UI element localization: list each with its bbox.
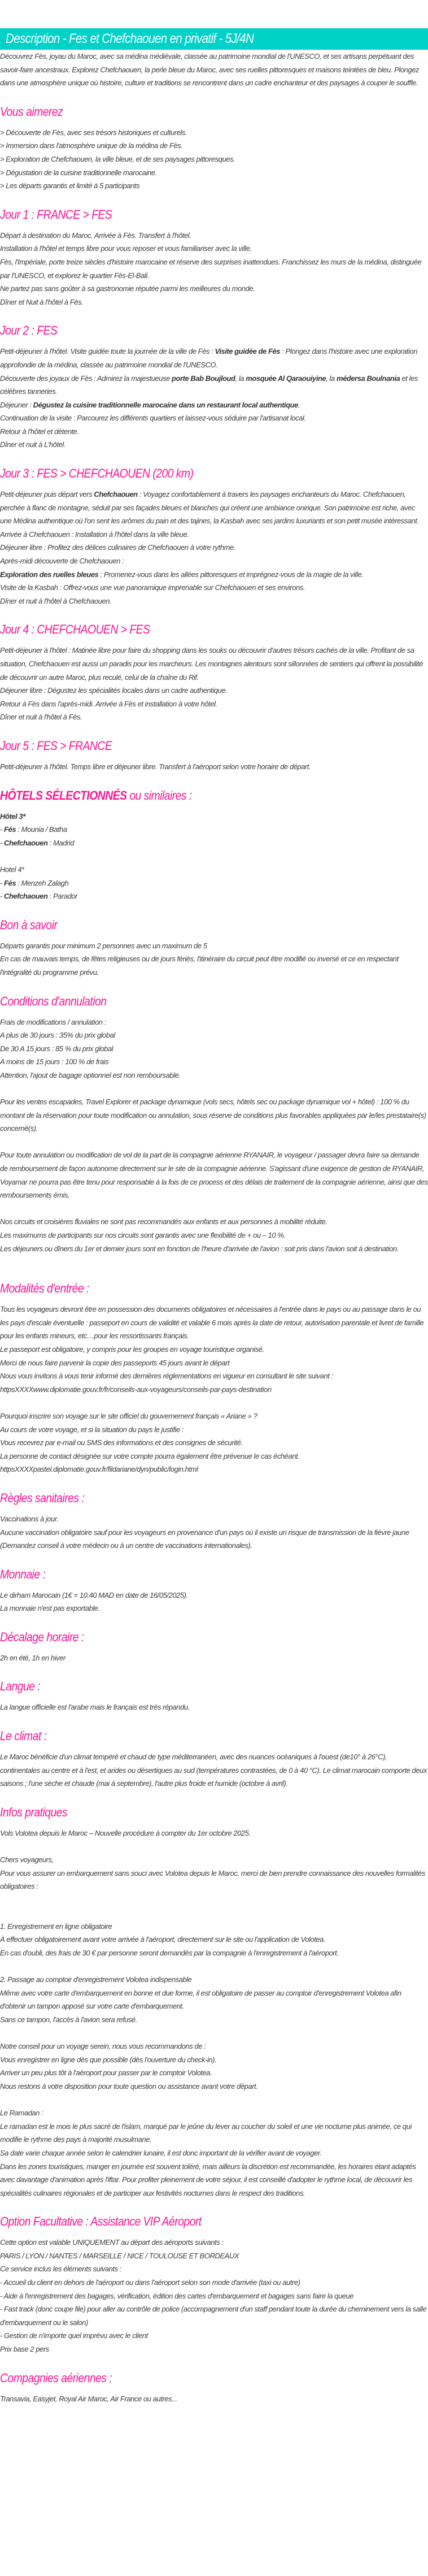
page-title: Description - Fes et Chefchaouen en privatif - 5J/4N — [6, 31, 254, 46]
info-line: Vous enregistrer en ligne dès que possible (dès l'ouverture du check-in). — [0, 2055, 217, 2064]
itinerary-line: Continuation de la visite : Parcourez les différents quartiers et laissez-vous séduire par l'artisanat local. — [0, 414, 306, 423]
text: , la — [326, 374, 337, 383]
city-label: Chefchaouen — [4, 892, 48, 901]
info-line: Départs garantis pour minimum 2 personnes avec un maximum de 5 — [0, 941, 207, 950]
highlight-text: Dégustez la cuisine traditionnelle marocaine dans un restaurant local authentique — [33, 400, 298, 409]
info-line: La monnaie n'est pas exportable. — [0, 1604, 100, 1613]
info-line: Tous les voyageurs devront être en possession des documents obligatoires et nécessaires à l'entrée dans le pays ou au passage dans le ou les pays d'escale éventuelle : passeport en cours de validité et valable 6 mois après la date de retour, autorisation parentale et livret de famille pour les enfants mineurs, etc…pour les ressortissants français. — [0, 1305, 424, 1341]
intro-paragraph: Découvrez Fès, joyau du Maroc, avec sa médina médiévale, classée au patrimoine mondial de l'UNESCO, et ses artisans perpétuant des savoir-faire ancestraux. Explorez Chefchaouen, la perle bleue du Maroc, avec ses ruelles pittoresques et maisons teintées de bleu. Plongez dans une atmosphère unique où histoire, culture et traditions se rencontrent dans un cadre enchanteur et des paysages à couper le souffle. — [0, 52, 419, 88]
itinerary-line: Fès, l'Impériale, porte treize siècles d'histoire marocaine et réserve des surprises inattendues. Franchissez les murs de la médina, distinguée par l'UNESCO, et explorez le quartier Fès-El-Bali. — [0, 257, 422, 280]
section-title-hotels — [0, 788, 377, 803]
itinerary-line: Déjeuner libre : Dégustez les spécialités locales dans un cadre authentique. — [0, 686, 228, 695]
text: Déjeuner : — [0, 400, 33, 409]
hotel-item: - Fés : Menzeh Zalagh — [0, 878, 69, 887]
section-title-jour-4: Jour 4 : CHEFCHAOUEN > FES — [0, 622, 150, 637]
text: : Plongez dans l'histoire avec une exploration approfondie de la médina, classée au patrimoine mondial de l'UNESCO. — [0, 347, 417, 369]
info-line: - Accueil du client en dehors de l'aéroport ou dans l'aéroport selon son mode d'arrivée (taxi ou autre) — [0, 2278, 300, 2287]
highlights-list — [0, 126, 428, 193]
itinerary-line: Après-midi découverte de Chefchaouen : — [0, 557, 124, 566]
info-line: Attention, l'ajout de bagage optionnel est non remboursable. — [0, 1070, 181, 1079]
section-title-monnaie: Monnaie : — [0, 1567, 46, 1581]
info-line: Les maximums de participants sur nos circuits sont garantis avec une flexibilité de + ou – 10 %. — [0, 1231, 286, 1239]
hotel-name: : Madrid — [47, 838, 74, 847]
hotel-name: : Parador — [47, 892, 78, 901]
category-label: Hôtel 3* — [0, 812, 25, 821]
info-line: Notre conseil pour un voyage serein, nous vous recommandons de : — [0, 2042, 206, 2051]
section-title-compagnies: Compagnies aériennes : — [0, 2370, 112, 2385]
day-4-itinerary — [0, 644, 428, 724]
info-line: Vous recevrez par e-mail ou SMS des informations et des consignes de sécurité. — [0, 1438, 243, 1447]
info-line: Pour toute annulation ou modification de vol de la part de la compagnie aérienne RYANAIR, le voyageur / passager devra faire sa demande de remboursement de façon autonome directement sur le site de la compagnie aérienne. S'agissant d'une exigence de gestion de RYANAIR, Voyamar ne pourra pas être tenu pour responsable à la fois de ce process et des délais de traitement de la compagnie aérienne, ainsi que des remboursements émis. — [0, 1151, 428, 1200]
itinerary-line: Retour à l'hôtel et détente. — [0, 427, 79, 436]
itinerary-line: Petit-déjeuner à l'hôtel : Matinée libre pour faire du shopping dans les souks ou découvrir d'autres trésors cachés de la ville. Profitant de sa situation, Chefchaouen est aussi un paradis pour les marcheurs. Les montagnes alentours sont sillonnées de sentiers qui offrent la possibilité de découvrir un autre Maroc, plus reculé, celui de la chaîne du Rif. — [0, 646, 423, 682]
info-line: Transavia, Easyjet, Royal Air Maroc, Air France ou autres... — [0, 2394, 177, 2403]
spacer — [0, 1082, 428, 1095]
description-content — [0, 50, 428, 2405]
hotel-name: : Mounia / Batha — [16, 825, 67, 834]
page — [0, 28, 428, 2411]
section-title-bon-a-savoir: Bon à savoir — [0, 917, 58, 932]
info-line: Le passeport est obligatoire, y compris pour les groupes en voyage touristique organisé. — [0, 1345, 264, 1354]
day-1-itinerary — [0, 229, 428, 309]
highlight-item: > Immersion dans l'atmosphère unique de la médina de Fès. — [0, 141, 183, 150]
text: : Voyagez confortablement à travers les paysages enchanteurs du Maroc. Chefchaouen, perchée à flanc de montagne, séduit par ses façades bleues et blanches qui créent une ambiance onirique. Son patrimoine est riche, avec une Médina authentique où l'on sent les arômes du pain et des tajines, la Kasbah avec ses jardins luxuriants et son petit musée intéressant. Arrivée à Chefchaouen : Installation à l'hôtel dans la ville bleue. — [0, 490, 419, 539]
hotels-list — [0, 810, 428, 903]
section-title-climat: Le climat : — [0, 1729, 47, 1744]
highlight-item: > Découverte de Fès, avec ses trésors historiques et culturels. — [0, 128, 187, 137]
itinerary-line: Visite de la Kasbah : Offrez-vous une vue panoramique imprenable sur Chefchaouen et ses environs. — [0, 583, 305, 592]
spacer — [0, 1960, 428, 1974]
info-line: Les déjeuners ou dîners du 1er et dernier jours sont en fonction de l'heure d'arrivée de l'avion : soit pris dans l'avion soit à destination. — [0, 1244, 399, 1253]
info-line: Dans les zones touristiques, manger en journée est souvent toléré, mais ailleurs la discrétion est recommandée, les horaires étant adaptés avec davantage d'animation après l'iftar. Pour profiter pleinement de votre séjour, il est conseillé d'adopter le rythme local, de découvrir les spécialités culinaires régionales et de participer aux festivités nocturnes dans le respect des traditions. — [0, 2162, 416, 2197]
itinerary-line: Petit-déjeuner à l'hôtel. Temps libre et déjeuner libre. Transfert à l'aéroport selon votre horaire de départ. — [0, 762, 311, 771]
info-line: 2. Passage au comptoir d'enregistrement Volotea indispensable — [0, 1975, 192, 1984]
city-label: Fés — [4, 878, 16, 887]
hotels-title-bold: HÔTELS SÉLECTIONNÉS — [0, 788, 127, 803]
section-title-option-vip: Option Facultative : Assistance VIP Aéroport — [0, 2214, 202, 2229]
info-line: Merci de nous faire parvenir la copie des passeports 45 jours avant le départ — [0, 1358, 230, 1367]
hotel-item: - Chefchaouen : Madrid — [0, 838, 74, 847]
section-title-infos-pratiques: Infos pratiques — [0, 1805, 68, 1819]
text: Petit-déjeuner puis départ vers — [0, 490, 94, 499]
text: et les célèbres tanneries. — [0, 374, 418, 396]
itinerary-line: Ne partez pas sans goûter à sa gastronomie réputée parmi les meilleures du monde. — [0, 284, 255, 293]
itinerary-line — [0, 372, 428, 398]
info-line: A plus de 30 jours : 35% du prix global — [0, 1031, 115, 1040]
info-line: Vaccinations à jour. — [0, 1514, 59, 1523]
hotel-category — [0, 810, 428, 823]
itinerary-line — [0, 488, 428, 541]
info-line: La langue officielle est l'arabe mais le français est très répandu. — [0, 1703, 190, 1712]
spacer — [0, 1202, 428, 1216]
itinerary-line: Retour à Fès dans l'après-midi. Arrivée à Fès et installation à votre hôtel. — [0, 699, 217, 708]
info-line: Sans ce tampon, l'accès à l'avion sera refusé. — [0, 2015, 137, 2024]
info-line: A moins de 15 jours : 100 % de frais — [0, 1057, 109, 1066]
highlight-text: Visite guidée de Fès — [215, 347, 281, 356]
day-3-itinerary — [0, 488, 428, 608]
highlight-text: Chefchaouen — [94, 490, 138, 499]
highlight-text: mosquée Al Qaraouiyine — [246, 374, 326, 383]
info-line: En cas de mauvais temps, de fêtes religieuses ou de jours fériés, l'itinéraire du circuit peut être modifié ou inversé et ce en respectant l'intégralité du programme prévu. — [0, 955, 399, 977]
day-5-itinerary — [0, 760, 428, 774]
section-title-annulation: Conditions d'annulation — [0, 994, 107, 1008]
spacer — [0, 1893, 428, 1920]
text: : Promenez-vous dans les allées pittoresques et imprégnez-vous de la magie de la ville. — [98, 570, 364, 579]
hotel-item: - Chefchaouen : Parador — [0, 892, 78, 901]
info-line: De 30 A 15 jours : 85 % du prix global — [0, 1044, 113, 1053]
city-label: Fés — [4, 825, 16, 834]
info-line: - Gestion de n'importe quel imprévu avec le client — [0, 2331, 148, 2340]
category-label: Hotel 4* — [0, 865, 24, 874]
info-line: Nous vous invitons à vous tenir informé des dernières réglementations en vigueur en consultant le site suivant : httpsXXXXwww.diplomatie.gouv.fr/fr/conseils-aux-voyageurs/conseils-par-pays-destination — [0, 1372, 333, 1394]
info-line: Même avec votre carte d'embarquement en bonne et due forme, il est obligatoire de passer au comptoir d'enregistrement Volotea afin d'obtenir un tampon apposé sur votre carte d'embarquement. — [0, 1988, 401, 2011]
highlight-item: > Les départs garantis et limité à 5 participants — [0, 181, 140, 190]
info-line: Nos circuits et croisières fluviales ne sont pas recommandés aux enfants et aux personnes à mobilité réduite. — [0, 1217, 327, 1226]
info-line: PARIS / LYON / NANTES / MARSEILLE / NICE / TOULOUSE ET BORDEAUX — [0, 2251, 239, 2260]
section-title-langue: Langue : — [0, 1679, 41, 1694]
section-title-vous-aimerez: Vous aimerez — [0, 104, 63, 119]
info-line: Pour les ventes escapades, Travel Explorer et package dynamique (vols secs, hôtels sec ou package dynamique vol + hôtel) : 100 % du montant de la réservation pour toute modification ou annulation, sous réserve de conditions plus favorables appliquées par le/les prestataire(s) concerné(s). — [0, 1098, 426, 1133]
section-title-modalites: Modalités d'entrée : — [0, 1281, 89, 1296]
itinerary-line — [0, 345, 428, 371]
info-line: En cas d'oubli, des frais de 30 € par personne seront demandés par la compagnie à l'enregistrement à l'aéroport. — [0, 1949, 339, 1957]
ariane-link[interactable]: httpsXXXXpastel.diplomatie.gouv.fr/fildariane/dyn/public/login.html — [0, 1465, 198, 1474]
info-line: Frais de modifications / annulation : — [0, 1017, 106, 1026]
highlight-text: porte Bab Boujloud — [172, 374, 235, 383]
info-line: Pourquoi inscrire son voyage sur le site officiel du gouvernement français « Ariane » ? — [0, 1411, 257, 1420]
highlight-item: > Exploration de Chefchaouen, la ville bleue, et de ses paysages pittoresques. — [0, 154, 235, 163]
info-line: Pour vous assurer un embarquement sans souci avec Volotea depuis le Maroc, merci de bien prendre connaissance des nouvelles formalités obligatoires : — [0, 1868, 425, 1891]
spacer — [0, 2093, 428, 2107]
section-title-jour-5: Jour 5 : FES > FRANCE — [0, 738, 112, 753]
spacer — [0, 849, 428, 863]
info-line: Au cours de votre voyage, et si la situation du pays le justifie : — [0, 1425, 184, 1434]
spacer — [0, 2027, 428, 2040]
info-line: Nous restons à votre disposition pour toute question ou assistance avant votre départ. — [0, 2081, 258, 2091]
hotel-category — [0, 863, 428, 877]
highlight-item: > Dégustation de la cuisine traditionnelle marocaine. — [0, 168, 157, 177]
info-line: 2h en été, 1h en hiver — [0, 1653, 65, 1662]
itinerary-line — [0, 568, 428, 582]
itinerary-line — [0, 398, 428, 412]
info-line: 1. Enregistrement en ligne obligatoire — [0, 1922, 112, 1931]
highlight-text: Exploration des ruelles bleues — [0, 570, 99, 579]
spacer — [0, 1396, 428, 1410]
info-line: Chers voyageurs, — [0, 1855, 54, 1864]
section-title-decalage: Décalage horaire : — [0, 1629, 84, 1644]
itinerary-line: Installation à l'hôtel et temps libre pour vous reposer et vous familiariser avec la ville. — [0, 244, 252, 253]
title-banner — [0, 28, 428, 50]
text: . — [298, 400, 300, 409]
hotel-item: - Fés : Mounia / Batha — [0, 825, 67, 834]
itinerary-line: Déjeuner libre : Profitez des délices culinaires de Chefchaouen à votre rythme. — [0, 543, 235, 552]
highlight-text: médersa Boulnania — [337, 374, 400, 383]
hotels-title-rest: ou similaires : — [126, 788, 192, 803]
info-line: - Fast track (donc coupe file) pour aller au contrôle de police (accompagnement d'un staff pendant toute la durée du cheminement vers la salle d'embarquement ou le salon) — [0, 2305, 427, 2327]
itinerary-line: Dîner et Nuit à l'hôtel à Fès. — [0, 297, 84, 306]
text: , la — [235, 374, 246, 383]
section-title-jour-3: Jour 3 : FES > CHEFCHAOUEN (200 km) — [0, 466, 194, 481]
hotel-name: : Menzeh Zalagh — [16, 878, 69, 887]
itinerary-line: Dîner et nuit à l'hôtel à Chefchaouen. — [0, 596, 112, 605]
info-line: Le Maroc bénéficie d'un climat tempéré et chaud de type méditerranéen, avec des nuances océaniques à l'ouest (de10° à 26°C), continentales au centre et à l'est, et arides ou désertiques au sud (températures contrastées, de 0 à 40 °C). Le climat marocain comporte deux saisons ; l'une sèche et chaude (mai à septembre), l'autre plus froide et humide (octobre à avril). — [0, 1753, 427, 1788]
itinerary-line: Dîner et nuit à L'hôtel. — [0, 440, 65, 449]
info-line: Aucune vaccination obligatoire sauf pour les voyageurs en provenance d'un pays où il existe un risque de transmission de la fièvre jaune (Demandez conseil à votre médecin ou à un centre de vaccinations internationales). — [0, 1528, 409, 1550]
spacer — [0, 1135, 428, 1149]
info-line: Prix base 2 pers — [0, 2345, 49, 2354]
itinerary-line: Départ à destination du Maroc. Arrivée à Fès. Transfert à l'hôtel. — [0, 231, 191, 240]
info-line: La personne de contact désignée sur votre compte pourra également être prévenue le cas échéant. — [0, 1451, 300, 1460]
info-line: Sa date varie chaque année selon le calendrier lunaire, il est donc important de la vérifier avant de voyager. — [0, 2148, 322, 2157]
spacer — [0, 1840, 428, 1853]
section-title-jour-2: Jour 2 : FES — [0, 323, 58, 338]
info-line: Vols Volotea depuis le Maroc – Nouvelle procédure à compter du 1er octobre 2025. — [0, 1828, 251, 1837]
text: Découverte des joyaux de Fès : Admirez la majestueuse — [0, 374, 172, 383]
info-line: - Aide à l'enregistrement des bagages, vérification, édition des cartes d'embarquement et bagages sans faire la queue — [0, 2291, 354, 2300]
info-line: Arriver un peu plus tôt à l'aéroport pour passer par le comptoir Volotea. — [0, 2068, 212, 2078]
text: Petit-déjeuner à l'hôtel. Visite guidée toute la journée de la ville de Fès : — [0, 347, 215, 356]
info-line: Le dirham Marocain (1€ = 10.40 MAD en date de 16/05/2025). — [0, 1590, 188, 1599]
section-title-jour-1: Jour 1 : FRANCE > FES — [0, 207, 112, 222]
info-line: Cette option est valable UNIQUEMENT au départ des aéroports suivants : — [0, 2238, 224, 2247]
city-label: Chefchaouen — [4, 838, 48, 847]
section-title-sanitaires: Règles sanitaires : — [0, 1490, 85, 1505]
info-line: Le Ramadan : — [0, 2109, 43, 2118]
info-line: Le ramadan est le mois le plus sacré de l'islam, marqué par le jeûne du lever au coucher du soleil et une vie nocturne plus animée, ce qui modifie le rythme des pays à majorité musulmane. — [0, 2122, 412, 2144]
itinerary-line: Dîner et nuit à l'hôtel à Fès. — [0, 713, 82, 722]
day-2-itinerary — [0, 345, 428, 452]
info-line: À effectuer obligatoirement avant votre arrivée à l'aéroport, directement sur le site ou l'application de Volotea. — [0, 1935, 326, 1944]
info-line: Ce service inclus les éléments suivants : — [0, 2265, 121, 2274]
